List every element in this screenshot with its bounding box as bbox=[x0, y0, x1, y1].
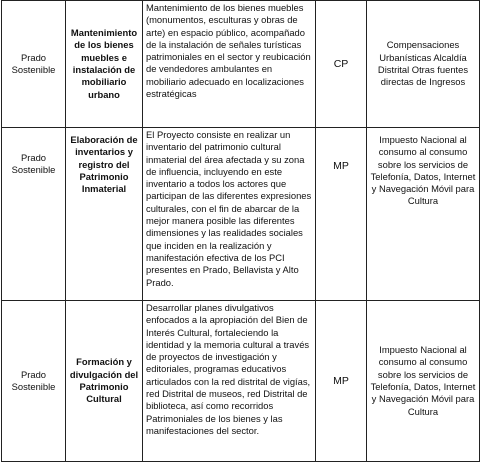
area-cell: Prado Sostenible bbox=[2, 301, 66, 462]
area-cell: Prado Sostenible bbox=[2, 128, 66, 301]
area-cell: Prado Sostenible bbox=[2, 1, 66, 128]
description-cell: El Proyecto consiste en realizar un inventario del patrimonio cultural inmaterial del área afectada y su zona de influencia, incluyendo en este inventario a todos los actores que participan de las diferentes expresiones culturales, con el fin de abarcar de la mejor manera posible las diferentes dimensiones y las realidades sociales que inciden en la realización y manifestación efectiva de los PCI presentes en Prado, Bellavista y Alto Prado. bbox=[143, 128, 316, 301]
project-name-cell: Elaboración de inventarios y registro del Patrimonio Inmaterial bbox=[66, 128, 143, 301]
funding-cell: Impuesto Nacional al consumo al consumo sobre los servicios de Telefonía, Datos, Internet y Navegación Móvil para Cultura bbox=[367, 128, 480, 301]
project-name-cell: Mantenimiento de los bienes muebles e instalación de mobiliario urbano bbox=[66, 1, 143, 128]
funding-cell: Impuesto Nacional al consumo al consumo sobre los servicios de Telefonía, Datos, Internet y Navegación Móvil para Cultura bbox=[367, 301, 480, 462]
table-row bbox=[2, 1, 480, 128]
funding-cell: Compensaciones Urbanísticas Alcaldía Distrital Otras fuentes directas de Ingresos bbox=[367, 1, 480, 128]
description-cell: Mantenimiento de los bienes muebles (monumentos, esculturas y obras de arte) en espacio público, acompañado de la instalación de señales turísticas patrimoniales en el sector y reubicación de vendedores ambulantes en mobiliario adecuado en localizaciones estratégicas bbox=[143, 1, 316, 128]
projects-table bbox=[1, 0, 480, 462]
description-cell: Desarrollar planes divulgativos enfocados a la apropiación del Bien de Interés Cultural, fortaleciendo la identidad y la memoria cultural a través de proyectos de investigación y editoriales, programas educativos articulados con la red distrital de vigías, red Distrital de museos, red Distrital de biblioteca, así como recorridos Patrimoniales de los bienes y las manifestaciones del sector. bbox=[143, 301, 316, 462]
term-cell: MP bbox=[316, 128, 367, 301]
project-name-cell: Formación y divulgación del Patrimonio Cultural bbox=[66, 301, 143, 462]
term-cell: MP bbox=[316, 301, 367, 462]
table-row bbox=[2, 301, 480, 462]
term-cell: CP bbox=[316, 1, 367, 128]
table-row bbox=[2, 128, 480, 301]
